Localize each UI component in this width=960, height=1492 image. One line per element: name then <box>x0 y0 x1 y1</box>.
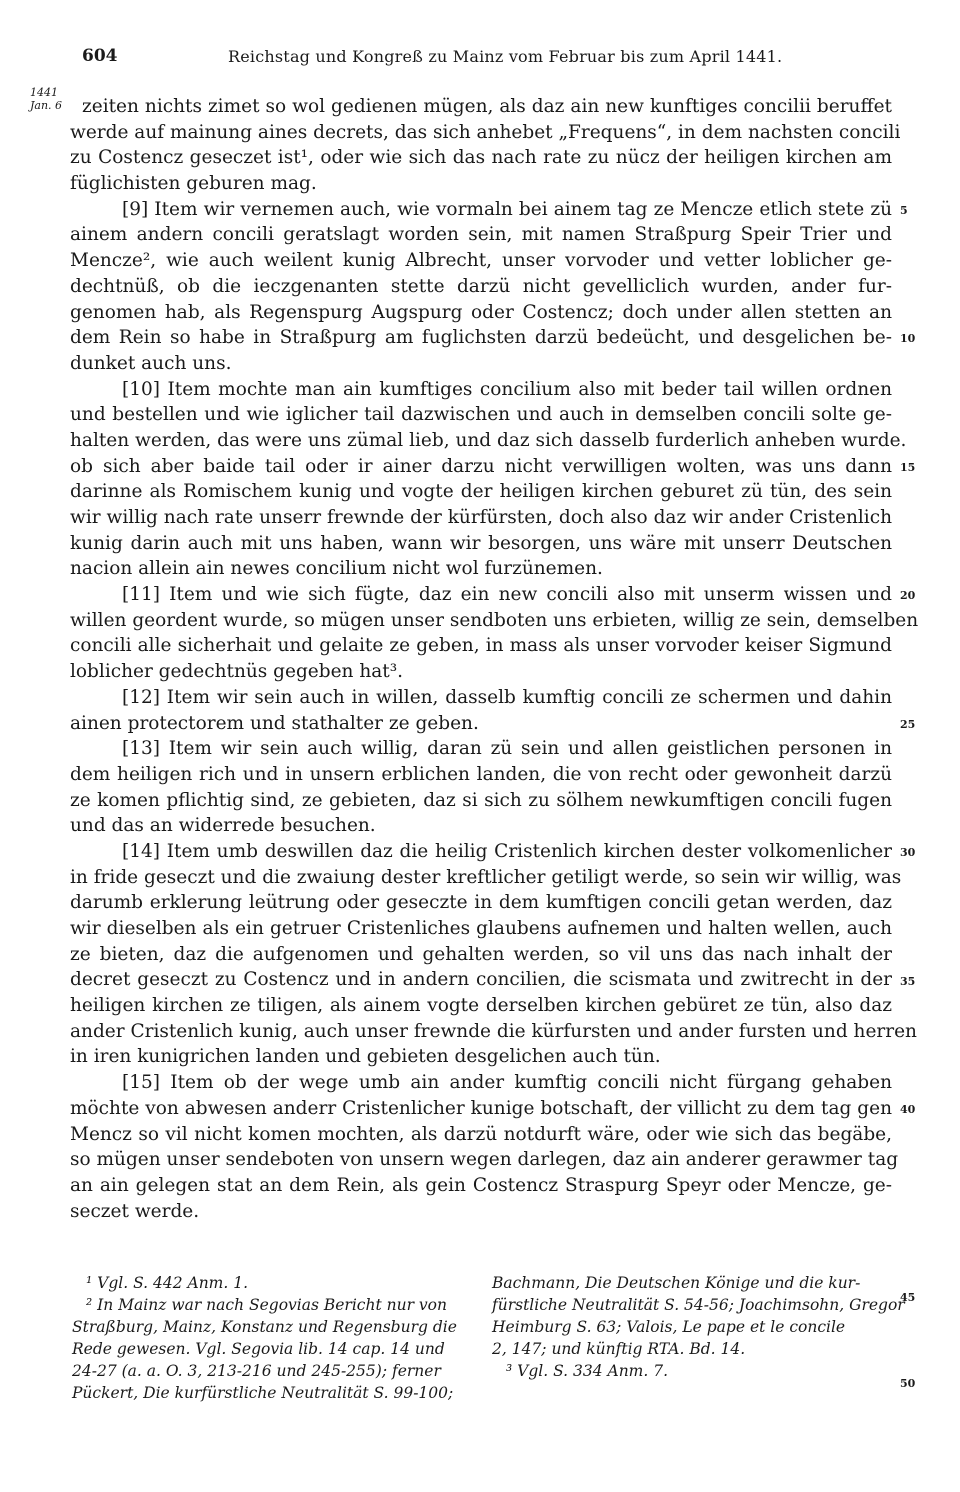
text-line: [13] Item wir sein auch willig, daran zü sein und allen geistlichen personen in <box>122 738 892 760</box>
footnote-line: ¹ Vgl. S. 442 Anm. 1. <box>86 1274 249 1292</box>
text-line: willen geordent wurde, so mügen unser sendboten uns erbieten, willig ze sein, demselben <box>70 609 919 631</box>
text-line: dem Rein so habe in Straßpurg am fuglichsten darzü bedeücht, und desgelichen be- <box>70 327 892 349</box>
text-line: zu Costencz geseczet ist¹, oder wie sich das nach rate zu nücz der heiligen kirchen am <box>70 147 892 169</box>
text-line: [10] Item mochte man ain kumftiges concilium also mit beder tail willen ordnen <box>122 378 892 400</box>
text-line: so mügen unser sendeboten von unsern wegen darlegen, daz ain anderer gerawmer tag <box>70 1149 899 1171</box>
text-line: dechtnüß, ob die ieczgenanten stette darzü nicht gevelliclich wurden, ander fur- <box>70 275 892 297</box>
text-line: [14] Item umb deswillen daz die heilig Cristenlich kirchen dester volkomenlicher <box>122 840 892 862</box>
line-number: 25 <box>900 717 916 731</box>
page-header <box>82 46 882 74</box>
text-line: decret geseczt zu Costencz und in andern concilien, die scismata und zwitrecht in der <box>70 969 892 991</box>
text-line: ob sich aber baide tail oder ir ainer darzu nicht verwilligen wolten, was uns dann <box>70 455 892 477</box>
text-line: und das an widerrede besuchen. <box>70 815 376 837</box>
text-line: an ain gelegen stat an dem Rein, als gein Costencz Straspurg Speyr oder Mencze, ge- <box>70 1174 892 1196</box>
margin-day: Jan. 6 <box>30 99 63 112</box>
line-number: 10 <box>900 332 916 346</box>
line-number: 5 <box>900 203 908 217</box>
text-line: darinne als Romischem kunig und vogte der heiligen kirchen geburet zü tün, des sein <box>70 481 892 503</box>
text-line: concili alle sicherhait und gelaite ze geben, in mass als unser vorvoder keiser Sigmund <box>70 635 892 657</box>
footnote-line: fürstliche Neutralität S. 54-56; Joachimsohn, Gregor <box>492 1296 905 1314</box>
text-line: loblicher gedechtnüs gegeben hat³. <box>70 661 404 683</box>
text-line: ander Cristenlich kunig, auch unser frewnde die kürfursten und ander fursten und herren <box>70 1020 917 1042</box>
text-line: [11] Item und wie sich fügte, daz ein new concili also mit unserm wissen und <box>122 584 892 606</box>
running-title: Reichstag und Kongreß zu Mainz vom Februar bis zum April 1441. <box>228 47 783 66</box>
margin-year: 1441 <box>30 86 58 99</box>
footnotes-right-column <box>492 1272 905 1382</box>
footnote-line: 24-27 (a. a. O. 3, 213-216 und 245-255); ferner <box>72 1362 441 1380</box>
text-line: halten werden, das were uns zümal lieb, und daz sich dasselb furderlich anheben wurde. <box>70 429 907 451</box>
text-line: dem heiligen rich und in unsern erblichen landen, die von recht oder gewonheit darzü <box>70 763 892 785</box>
text-line: Mencze², wie auch weilent kunig Albrecht, unser vorvoder und vetter loblicher ge- <box>70 250 892 272</box>
footnote-line: ³ Vgl. S. 334 Anm. 7. <box>506 1362 669 1380</box>
footnote-line: Rede gewesen. Vgl. Segovia lib. 14 cap. 14 und <box>72 1340 445 1358</box>
text-line: [9] Item wir vernemen auch, wie vormaln bei ainem tag ze Mencze etlich stete zü <box>122 198 892 220</box>
text-line: ze komen pflichtig sind, ze gebieten, daz si sich zu sölhem newkumftigen concili fugen <box>70 789 892 811</box>
line-number: 45 <box>900 1291 916 1304</box>
line-number: 20 <box>900 589 916 603</box>
text-line: werde auf mainung aines decrets, das sich anhebet „Frequens“, in dem nachsten concili <box>70 121 901 143</box>
text-line: zeiten nichts zimet so wol gedienen mügen, als daz ain new kunftiges concilii beruffet <box>82 96 892 117</box>
line-number: 30 <box>900 846 916 860</box>
text-line: nacion allein ain newes concilium nicht wol furzünemen. <box>70 558 603 580</box>
text-line: [12] Item wir sein auch in willen, dasselb kumftig concili ze schermen und dahin <box>122 686 892 708</box>
text-line: in fride geseczt und die zwaiung dester kreftlicher getiligt werde, so sein wir willig, was <box>70 866 902 888</box>
footnote-line: Pückert, Die kurfürstliche Neutralität S. 99-100; <box>72 1384 454 1402</box>
text-line: und bestellen und wie iglicher tail dazwischen und auch in demselben concili solte ge- <box>70 404 892 426</box>
footnote-line: Bachmann, Die Deutschen Könige und die kur- <box>492 1274 861 1292</box>
footnote-line: ² In Mainz war nach Segovias Bericht nur von <box>86 1296 447 1314</box>
text-line: wir willig nach rate unserr frewnde der kürfürsten, doch also daz wir ander Cristenlich <box>70 507 892 528</box>
text-line: [15] Item ob der wege umb ain ander kumftig concili nicht fürgang gehaben <box>122 1072 892 1094</box>
text-line: ze bieten, daz die aufgenomen und gehalten werden, so vil uns das nach inhalt der <box>70 943 892 965</box>
text-line: genomen hab, als Regenspurg Augspurg oder Costencz; doch under allen stetten an <box>70 301 892 323</box>
footnotes-left-column <box>72 1272 472 1404</box>
footnote-line: Straßburg, Mainz, Konstanz und Regensburg die <box>72 1318 457 1336</box>
text-line: möchte von abwesen anderr Cristenlicher kunige botschaft, der villicht zu dem tag gen <box>70 1097 892 1119</box>
text-line: wir dieselben als ein getruer Cristenliches glaubens aufnemen und halten wellen, auch <box>70 918 892 939</box>
text-line: seczet werde. <box>70 1200 200 1222</box>
line-number: 40 <box>900 1103 916 1117</box>
text-line: in iren kunigrichen landen und gebieten desgelichen auch tün. <box>70 1046 661 1068</box>
line-number: 15 <box>900 460 916 474</box>
text-line: heiligen kirchen ze tiligen, als ainem vogte derselben kirchen gebüret ze tün, also daz <box>70 995 892 1017</box>
page-number: 604 <box>82 46 118 66</box>
margin-date-note <box>30 86 62 112</box>
footnote-line: Heimburg S. 63; Valois, Le pape et le concile <box>492 1318 846 1336</box>
text-line: Mencz so vil nicht komen mochten, als darzü notdurft wäre, oder wie sich das begäbe, <box>70 1123 892 1145</box>
line-number: 50 <box>900 1377 916 1390</box>
text-line: ainen protectorem und stathalter ze geben. <box>70 712 479 734</box>
line-number: 35 <box>900 974 916 988</box>
text-line: ainem andern concili geratslagt worden sein, mit namen Straßpurg Speir Trier und <box>70 224 892 246</box>
text-line: kunig darin auch mit uns haben, wann wir besorgen, uns wäre mit unserr Deutschen <box>70 532 892 554</box>
text-line: dunket auch uns. <box>70 352 232 374</box>
text-line: füglichisten geburen mag. <box>70 173 317 195</box>
text-line: darumb erklerung leütrung oder geseczte in dem kumftigen concili getan werden, daz <box>70 892 892 914</box>
footnote-line: 2, 147; und künftig RTA. Bd. 14. <box>492 1340 746 1358</box>
